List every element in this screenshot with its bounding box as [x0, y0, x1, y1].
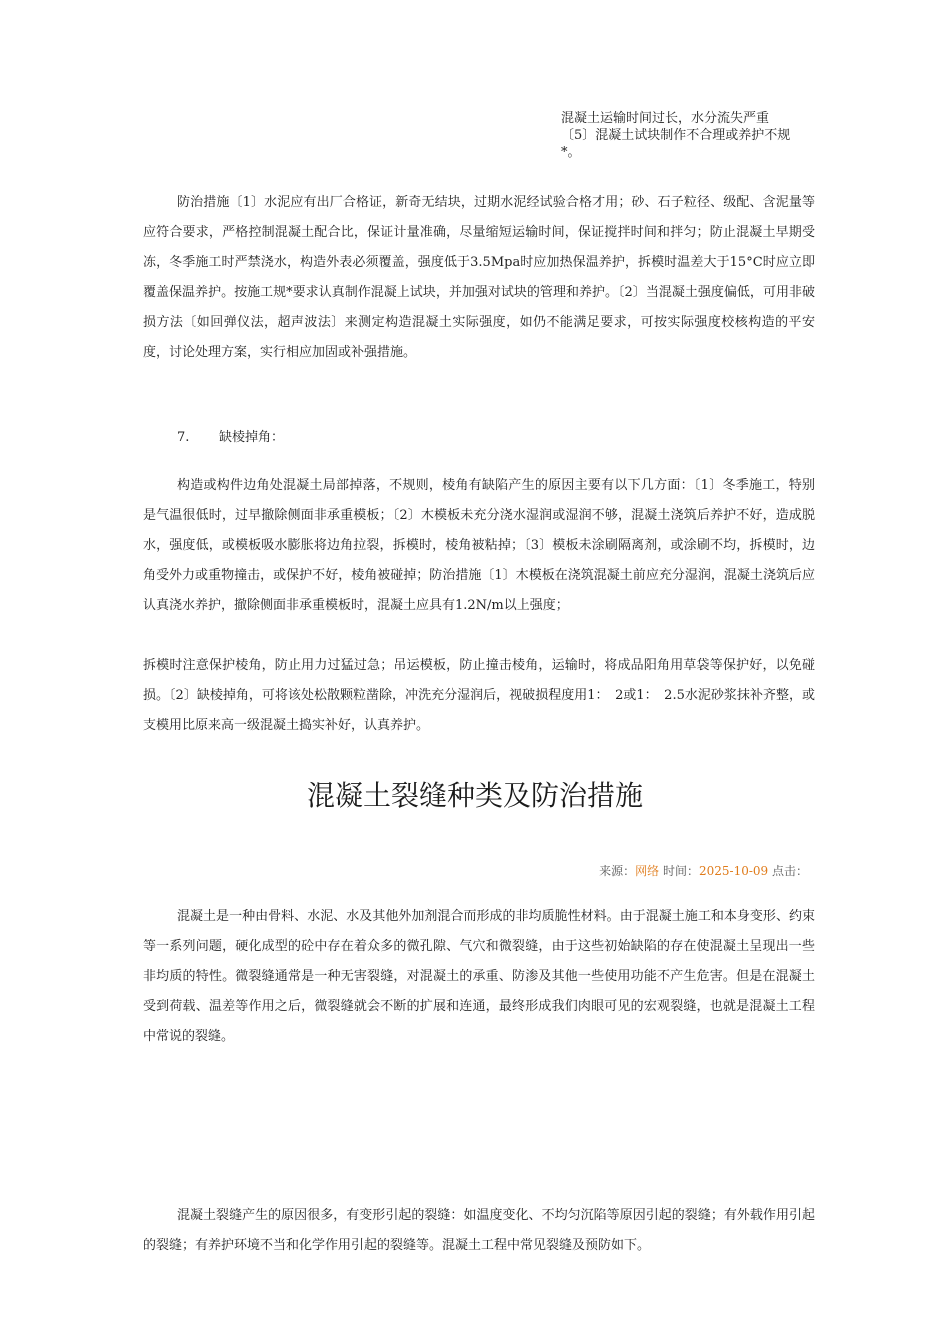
meta-source-label: 来源： — [599, 864, 636, 878]
article-title: 混凝土裂缝种类及防治措施 — [306, 779, 643, 812]
article-meta — [599, 862, 808, 880]
top-note-line-2: 〔5〕混凝土试块制作不合理或养护不规*。 — [561, 128, 791, 160]
meta-time-value: 2025-10-09 — [698, 864, 769, 878]
meta-source-link[interactable]: 网络 — [635, 864, 660, 878]
prevention-paragraph: 防治措施〔1〕水泥应有出厂合格证，新奇无结块，过期水泥经试验合格才用；砂、石子粒径、级配、含泥量等应符合要求，严格控制混凝土配合比，保证计量准确，尽量缩短运输时间，保证搅拌时间和拌匀；防止混凝土早期受冻，冬季施工时严禁浇水，构造外表必须覆盖，强度低于3.5Mpa时应加热保温养护，拆模时温差大于15°C时应立即覆盖保温养护。按施工规*要求认真制作混凝上试块，并加强对试块的管理和养护。〔2〕当混凝土强度偏低，可用非破损方法〔如回弹仪法，超声波法〕来测定构造混凝土实际强度，如仍不能满足要求，可按实际强度校核构造的平安度，讨论处理方案，实行相应加固或补强措施。 — [143, 195, 815, 360]
meta-clicks-label: 点击： — [768, 864, 808, 878]
section-7-paragraph-2: 拆模时注意保护棱角，防止用力过猛过急；吊运模板，防止撞击棱角，运输时，将成品阳角用草袋等保护好，以免碰损。〔2〕缺棱掉角，可将该处松散颗粒凿除，冲洗充分湿润后，视破损程度用1： 2或1： 2.5水泥砂浆抹补齐整，或支模用比原来高一级混凝土捣实补好，认真养护。 — [143, 658, 815, 733]
causes-paragraph: 混凝土裂缝产生的原因很多，有变形引起的裂缝：如温度变化、不均匀沉陷等原因引起的裂缝；有外载作用引起的裂缝；有养护环境不当和化学作用引起的裂缝等。混凝土工程中常见裂缝及预防如下。 — [143, 1208, 815, 1253]
section-7-heading — [177, 428, 284, 448]
section-7-number: 7. — [177, 430, 190, 445]
meta-time-label: 时间： — [659, 864, 699, 878]
intro-paragraph: 混凝土是一种由骨料、水泥、水及其他外加剂混合而形成的非均质脆性材料。由于混凝土施工和本身变形、约束等一系列问题，硬化成型的砼中存在着众多的微孔隙、气穴和微裂缝，由于这些初始缺陷的存在使混凝土呈现出一些非均质的特性。微裂缝通常是一种无害裂缝，对混凝土的承重、防渗及其他一些使用功能不产生危害。但是在混凝土受到荷载、温差等作用之后，微裂缝就会不断的扩展和连通，最终形成我们肉眼可见的宏观裂缝，也就是混凝土工程中常说的裂缝。 — [143, 909, 815, 1044]
section-7-paragraph-1: 构造或构件边角处混凝土局部掉落，不规则，棱角有缺陷产生的原因主要有以下几方面：〔1〕冬季施工，特别是气温很低时，过早撤除侧面非承重模板；〔2〕木模板未充分浇水湿润或湿润不够，混凝土浇筑后养护不好，造成脱水，强度低，或模板吸水膨胀将边角拉裂，拆模时，棱角被粘掉；〔3〕模板未涂刷隔离剂，或涂刷不均，拆模时，边角受外力或重物撞击，或保护不好，棱角被碰掉；防治措施〔1〕木模板在浇筑混凝土前应充分湿润，混凝土浇筑后应认真浇水养护，撤除侧面非承重模板时，混凝土应具有1.2N/m以上强度； — [143, 478, 815, 613]
top-note-line-1: 混凝土运输时间过长，水分流失严重 — [561, 111, 770, 126]
section-7-title: 缺棱掉角： — [219, 430, 285, 445]
top-note — [561, 110, 801, 161]
